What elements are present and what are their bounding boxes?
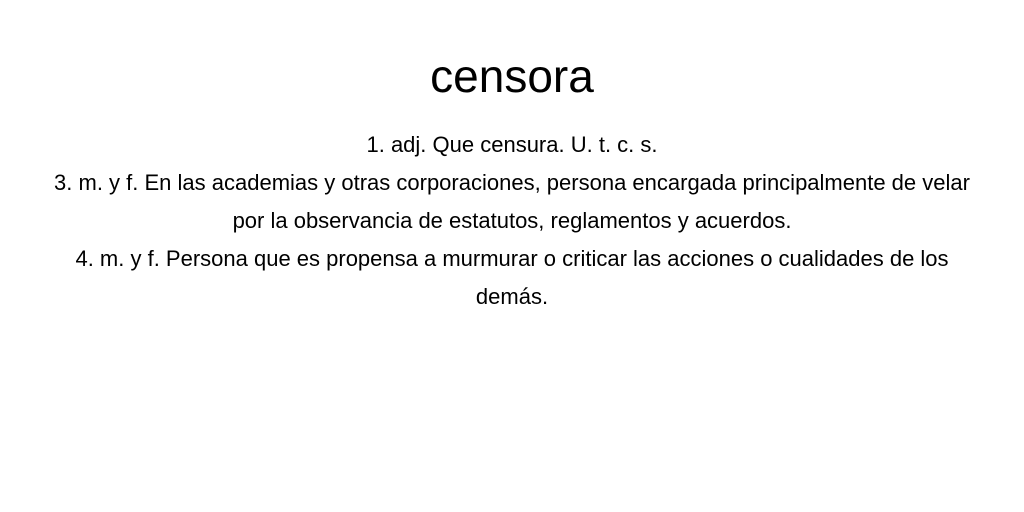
definitions-list	[40, 126, 984, 316]
entry-word: censora	[430, 50, 594, 102]
definition-3: 3. m. y f. En las academias y otras corporaciones, persona encargada principalmente de velar por la observancia de estatutos, reglamentos y acuerdos.	[54, 170, 970, 233]
definition-4: 4. m. y f. Persona que es propensa a murmurar o criticar las acciones o cualidades de los demás.	[75, 246, 949, 309]
definition-1: 1. adj. Que censura. U. t. c. s.	[366, 132, 658, 157]
